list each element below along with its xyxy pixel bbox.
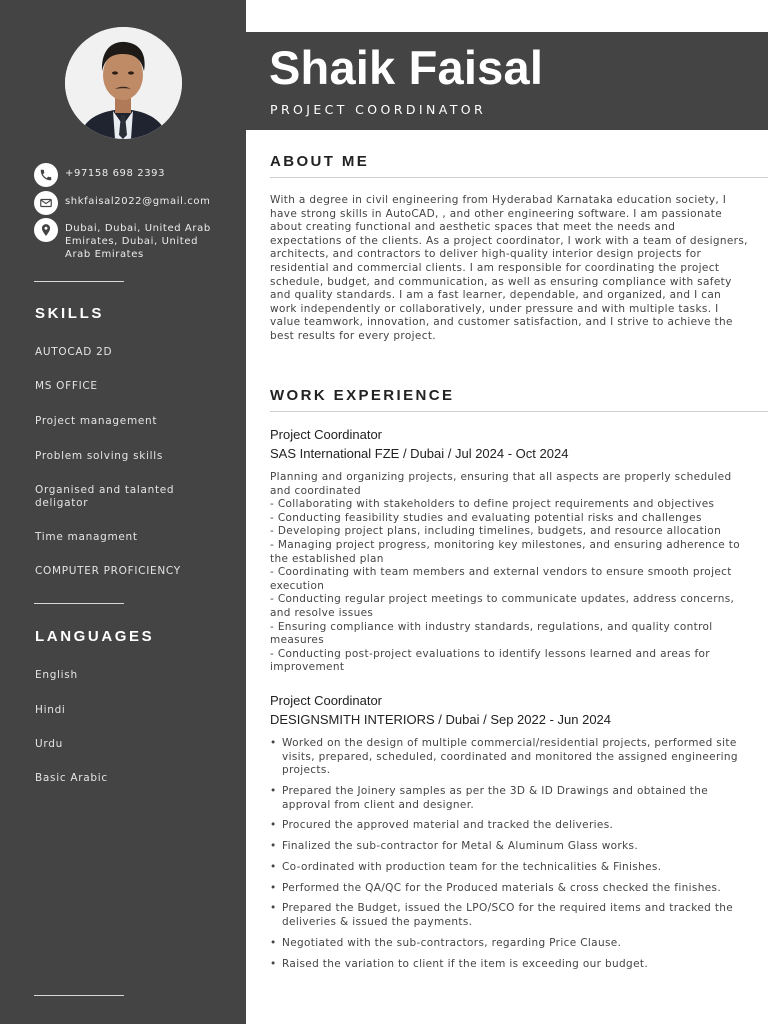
- language-item: Urdu: [35, 738, 63, 750]
- about-heading: ABOUT ME: [270, 153, 370, 170]
- contact-phone: [34, 167, 224, 187]
- list-item: • Prepared the Joinery samples as per the 3D & ID Drawings and obtained the approval from client and designer.: [270, 785, 748, 812]
- job-description: [270, 471, 748, 675]
- section-rule: [270, 411, 768, 412]
- phone-number: +97158 698 2393: [65, 168, 166, 179]
- sidebar-divider: [34, 281, 124, 282]
- job-description-line: - Ensuring compliance with industry standards, regulations, and quality control measures: [270, 620, 713, 647]
- list-item: • Worked on the design of multiple commercial/residential projects, performed site visits, prepared, scheduled, coordinated and monitored the assigned engineering projects.: [270, 737, 748, 778]
- profile-photo: [65, 27, 182, 139]
- job-description-line: - Managing project progress, monitoring key milestones, and ensuring adherence to the established plan: [270, 538, 741, 565]
- job-role: Project Coordinator: [270, 693, 382, 708]
- skill-item: Time managment: [35, 531, 138, 543]
- job-meta: SAS International FZE / Dubai / Jul 2024 - Oct 2024: [270, 446, 569, 461]
- list-item: • Prepared the Budget, issued the LPO/SCO for the required items and tracked the deliveries & issued the payments.: [270, 902, 748, 929]
- list-item: • Negotiated with the sub-contractors, regarding Price Clause.: [270, 937, 748, 951]
- section-rule: [270, 177, 768, 178]
- job-meta: DESIGNSMITH INTERIORS / Dubai / Sep 2022 - Jun 2024: [270, 712, 612, 727]
- list-item: • Procured the approved material and tracked the deliveries.: [270, 819, 748, 833]
- language-item: Basic Arabic: [35, 772, 108, 784]
- about-text: With a degree in civil engineering from Hyderabad Karnataka education society, I have strong skills in AutoCAD, , and other engineering software. I am passionate about creating functional and aesthetic spaces that meet the needs and expectations of the clients. As a project coordinator, I work with a team of designers, architects, and contractors to deliver high-quality interior design projects for residential and commercial clients. I am responsible for coordinating the project schedule, budget, and communication, as well as ensuring compliance with safety and quality standards. I am a fast learner, dependable, and organized, and I can work independently or collaboratively, under pressure and with multiple tasks. I value teamwork, innovation, and customer satisfaction, and I strive to achieve the best results for every project.: [270, 194, 748, 342]
- skill-item: AUTOCAD 2D: [35, 346, 113, 358]
- contact-address: [34, 222, 224, 261]
- job-description-line: - Developing project plans, including timelines, budgets, and resource allocation: [270, 525, 722, 538]
- list-item: • Raised the variation to client if the item is exceeding our budget.: [270, 958, 748, 972]
- list-item: • Co-ordinated with production team for the technicalities & Finishes.: [270, 861, 748, 875]
- language-item: English: [35, 669, 78, 681]
- job-description-line: - Collaborating with stakeholders to define project requirements and objectives: [270, 498, 715, 511]
- job-description-line: - Conducting post-project evaluations to identify lessons learned and areas for improvement: [270, 647, 710, 674]
- sidebar-divider: [34, 603, 124, 604]
- location-icon: [34, 218, 58, 242]
- phone-icon: [34, 163, 58, 187]
- list-item: • Performed the QA/QC for the Produced materials & cross checked the finishes.: [270, 882, 748, 896]
- candidate-title: PROJECT COORDINATOR: [270, 102, 487, 117]
- email-icon: [34, 191, 58, 215]
- job-description-line: - Conducting feasibility studies and evaluating potential risks and challenges: [270, 511, 702, 524]
- list-item: • Finalized the sub-contractor for Metal & Aluminum Glass works.: [270, 840, 748, 854]
- skill-item: Organised and talanted deligator: [35, 484, 175, 509]
- experience-heading: WORK EXPERIENCE: [270, 387, 455, 404]
- email-address: shkfaisal2022@gmail.com: [65, 196, 211, 207]
- name-header: [246, 32, 768, 130]
- job-bullet-list: [270, 737, 748, 978]
- skill-item: Project management: [35, 415, 158, 427]
- job-description-line: - Conducting regular project meetings to communicate updates, address concerns, and resolve issues: [270, 593, 735, 619]
- sidebar-divider: [34, 995, 124, 996]
- skill-item: Problem solving skills: [35, 450, 164, 462]
- sidebar: [0, 0, 246, 1024]
- skill-item: COMPUTER PROFICIENCY: [35, 565, 181, 577]
- job-description-line: Planning and organizing projects, ensuring that all aspects are properly scheduled and coordinated: [270, 471, 732, 497]
- skills-heading: SKILLS: [35, 305, 104, 322]
- job-description-line: - Coordinating with team members and external vendors to ensure smooth project execution: [270, 566, 732, 592]
- languages-heading: LANGUAGES: [35, 628, 155, 645]
- address-text: Dubai, Dubai, United Arab Emirates, Dubai, United Arab Emirates: [65, 223, 211, 260]
- skill-item: MS OFFICE: [35, 380, 98, 392]
- language-item: Hindi: [35, 704, 66, 716]
- job-role: Project Coordinator: [270, 427, 382, 442]
- contact-email: [34, 195, 224, 215]
- candidate-name: Shaik Faisal: [269, 41, 544, 94]
